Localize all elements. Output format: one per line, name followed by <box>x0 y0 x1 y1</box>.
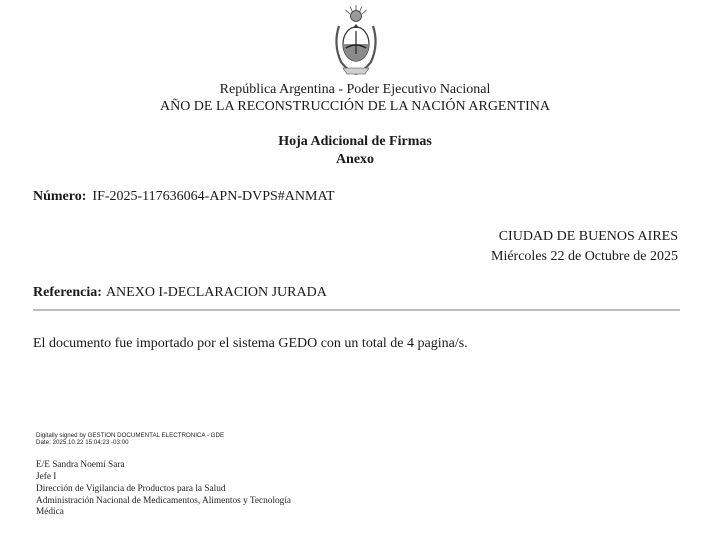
coat-of-arms-icon <box>331 4 381 80</box>
referencia-value: ANEXO I-DECLARACION JURADA <box>105 285 327 300</box>
numero-row <box>33 189 335 205</box>
document-date: Miércoles 22 de Octubre de 2025 <box>491 249 678 264</box>
numero-value: IF-2025-117636064-APN-DVPS#ANMAT <box>92 189 335 204</box>
header-line-2: AÑO DE LA RECONSTRUCCIÓN DE LA NACIÓN ARGENTINA <box>159 99 551 114</box>
divider <box>33 309 680 311</box>
city: CIUDAD DE BUENOS AIRES <box>498 229 678 244</box>
signer-agency: Administración Nacional de Medicamentos, Alimentos y Tecnología <box>36 496 292 506</box>
header-line-1: República Argentina - Poder Ejecutivo Nacional <box>219 82 491 97</box>
document-title: Hoja Adicional de Firmas <box>278 134 432 149</box>
document-subtitle: Anexo <box>335 152 375 167</box>
body-text: El documento fue importado por el sistema GEDO con un total de 4 pagina/s. <box>33 336 468 351</box>
referencia-label: Referencia: <box>33 285 102 300</box>
signer-name: E/E Sandra Noemí Sara <box>36 460 125 470</box>
digital-signature-line: Digitally signed by GESTION DOCUMENTAL ELECTRONICA - GDE <box>36 432 225 439</box>
digital-signature-date: Date: 2025.10.22 15:04:23 -03:00 <box>36 439 129 446</box>
signer-agency-cont: Médica <box>36 507 64 517</box>
signer-role: Jefe I <box>36 472 57 482</box>
signer-office: Dirección de Vigilancia de Productos para la Salud <box>36 484 226 494</box>
referencia-row <box>33 285 327 301</box>
numero-label: Número: <box>33 189 87 204</box>
